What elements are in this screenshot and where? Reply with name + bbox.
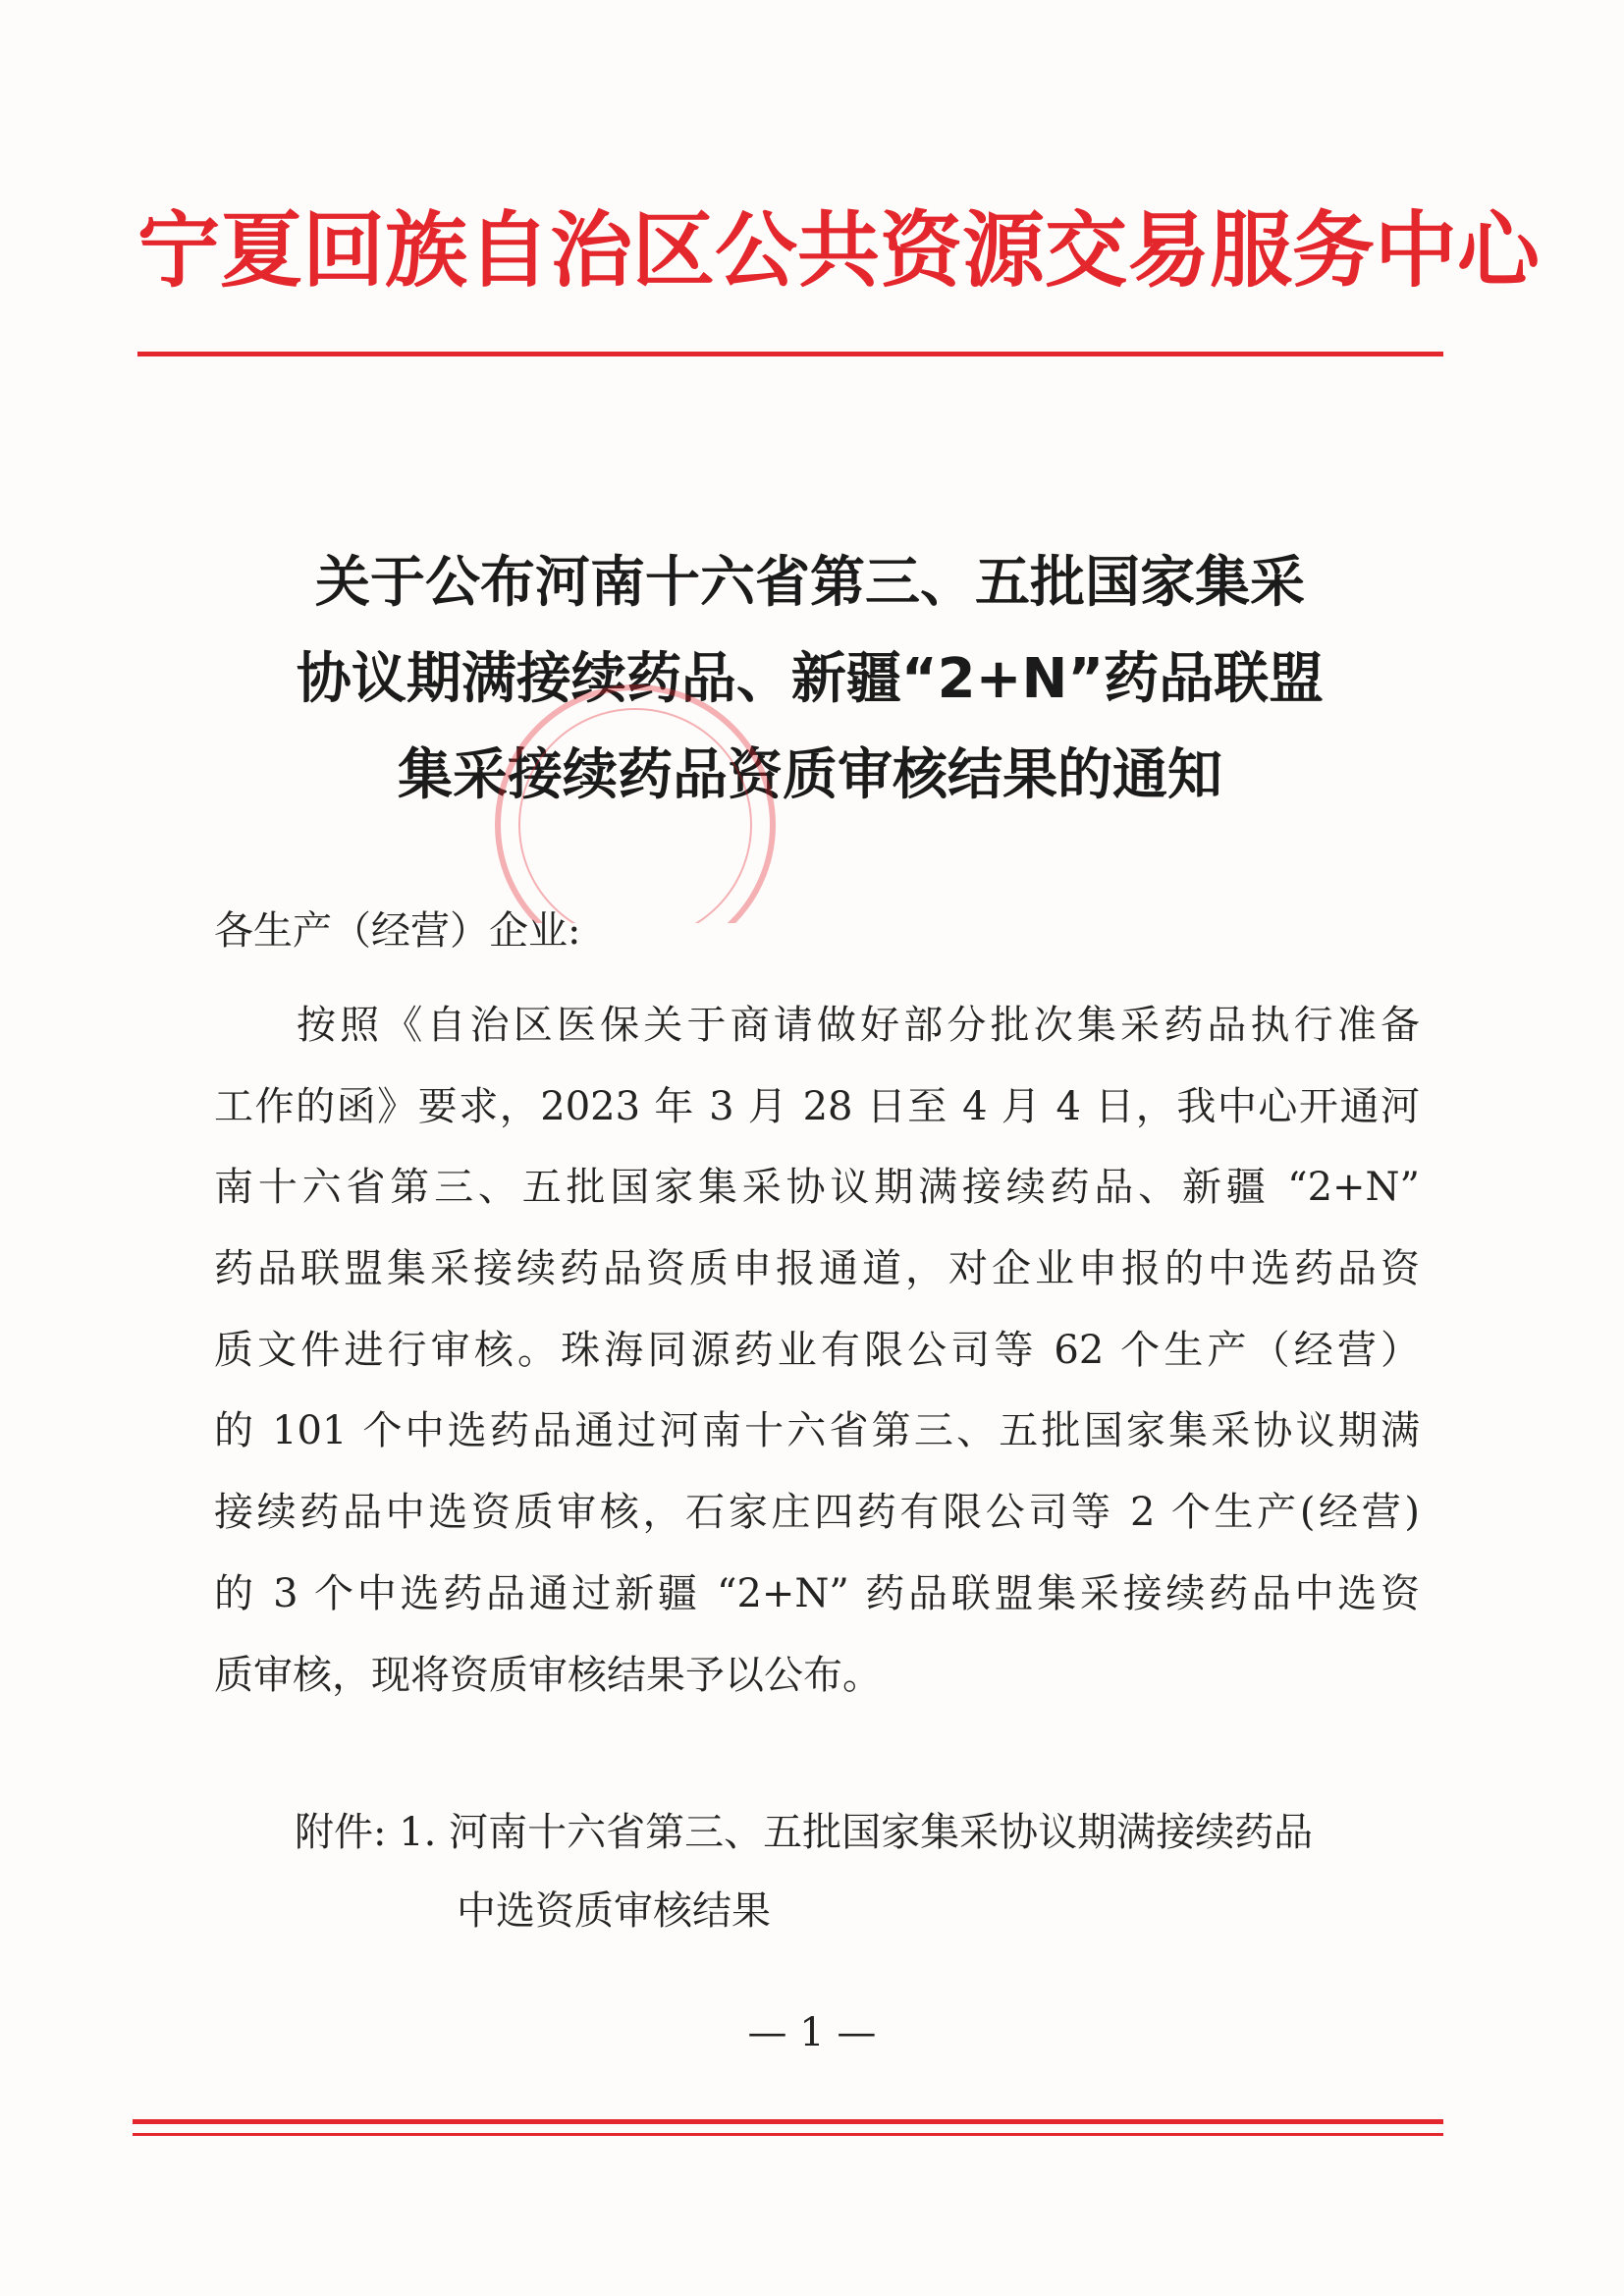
body-paragraph: [214, 985, 1420, 1716]
salutation: 各生产（经营）企业:: [214, 908, 581, 954]
body-line: 药品联盟集采接续药品资质申报通道，对企业申报的中选药品资: [214, 1246, 1420, 1292]
issuing-org-header: 宁夏回族自治区公共资源交易服务中心: [137, 202, 1541, 299]
body-line: 南十六省第三、五批国家集采协议期满接续药品、新疆 “2+N”: [214, 1165, 1420, 1211]
body-line: 质审核，现将资质审核结果予以公布。: [214, 1652, 882, 1698]
title-line: 协议期满接续药品、新疆“2+N”药品联盟: [296, 647, 1325, 711]
body-line: 质文件进行审核。珠海同源药业有限公司等 62 个生产（经营）: [214, 1327, 1420, 1373]
footer-rule: [133, 2119, 1443, 2124]
body-line: 的 3 个中选药品通过新疆 “2+N” 药品联盟集采接续药品中选资: [214, 1570, 1420, 1616]
footer-rule: [133, 2133, 1443, 2136]
body-line: 工作的函》要求，2023 年 3 月 28 日至 4 月 4 日，我中心开通河: [214, 1083, 1420, 1129]
title-line: 关于公布河南十六省第三、五批国家集采: [315, 551, 1305, 615]
body-line: 按照《自治区医保关于商请做好部分批次集采药品执行准备: [297, 1003, 1420, 1048]
body-line: 接续药品中选资质审核，石家庄四药有限公司等 2 个生产(经营): [214, 1490, 1420, 1536]
title-line: 集采接续药品资质审核结果的通知: [398, 743, 1222, 807]
official-seal-stamp: [473, 678, 797, 923]
body-line: 的 101 个中选药品通过河南十六省第三、五批国家集采协议期满: [214, 1408, 1420, 1454]
attachment-line: 附件: 1. 河南十六省第三、五批国家集采协议期满接续药品: [295, 1810, 1314, 1855]
page-number: — 1 —: [747, 2010, 877, 2055]
attachment-line: 中选资质审核结果: [457, 1888, 771, 1934]
document-title: [196, 535, 1424, 824]
attachment-list: [295, 1801, 1313, 1942]
header-rule: [137, 352, 1443, 356]
